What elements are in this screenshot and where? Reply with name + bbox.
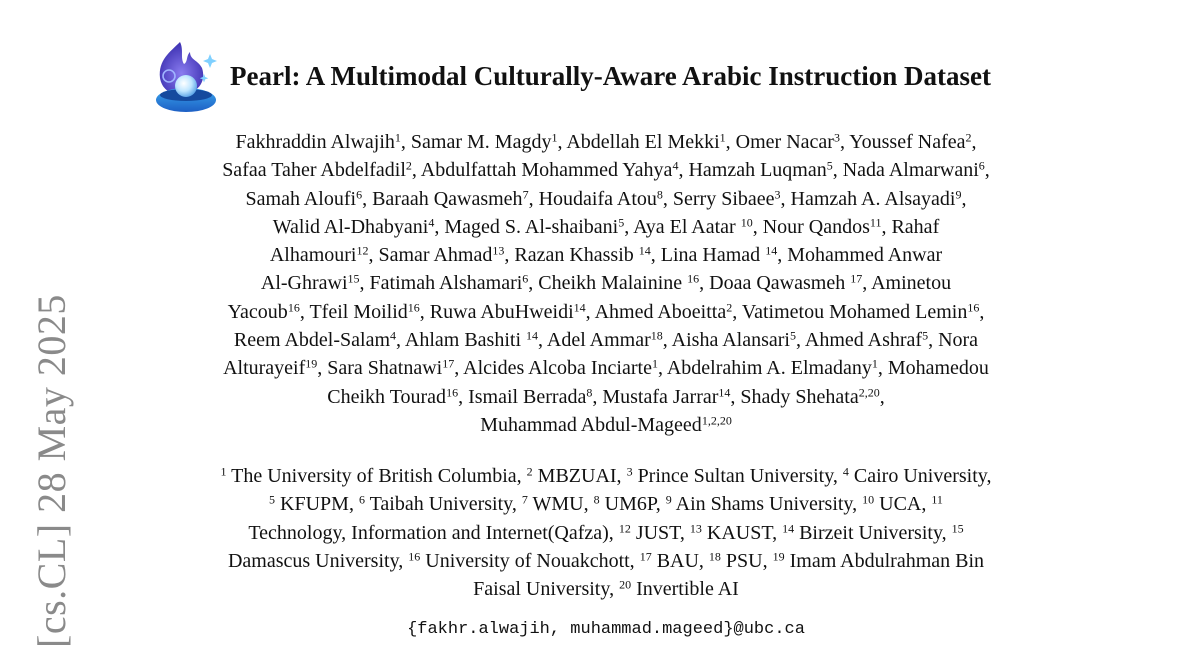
author-name: Alturayeif (223, 357, 306, 380)
affiliation-number: 1 (220, 464, 227, 479)
author-name: Fakhraddin Alwajih (235, 131, 395, 153)
affiliation-name: Invertible AI (631, 578, 739, 601)
affiliation-number: 9 (665, 492, 672, 507)
author-name: , Razan Khassib (504, 244, 639, 267)
affiliation-name: BAU, (651, 549, 709, 572)
affiliation-marker: 18 (650, 328, 663, 343)
affiliation-marker: 16 (446, 385, 459, 400)
author-name: , Doaa Qawasmeh (699, 272, 851, 295)
author-name: , (961, 187, 967, 210)
affiliation-number: 4 (842, 464, 849, 479)
affiliation-name: KFUPM, (275, 493, 359, 516)
author-name: Samah Aloufi (245, 187, 357, 210)
affiliation-marker: 16 (287, 300, 300, 315)
affiliation-marker: 5 (826, 158, 833, 173)
author-name: , Adel Ammar (538, 329, 651, 352)
author-name: , Hamzah Luqman (678, 159, 827, 182)
author-name: , Abdelrahim A. Elmadany (657, 357, 872, 380)
affiliation-marker: 5 (618, 215, 625, 230)
affiliation-name: KAUST, (701, 521, 783, 544)
affiliation-number: 11 (931, 492, 943, 507)
affiliation-number: 10 (862, 492, 875, 507)
author-name: , (984, 159, 990, 182)
author-name: Walid Al-Dhabyani (272, 215, 429, 238)
affiliation-number: 17 (639, 549, 652, 564)
author-line (145, 411, 1067, 439)
affiliation-marker: 11 (869, 215, 882, 230)
title-row (150, 36, 1060, 116)
affiliation-line (145, 575, 1067, 603)
affiliation-name: Taibah University, (364, 493, 522, 516)
affiliation-marker: 6 (522, 271, 529, 286)
author-name: , Aminetou (862, 272, 952, 295)
affiliation-marker: 6 (978, 158, 985, 173)
affiliation-name: Ain Shams University, (671, 493, 863, 516)
pearl-logo-icon (150, 38, 222, 114)
author-line (145, 326, 1067, 354)
affiliation-marker: 3 (833, 130, 840, 145)
affiliation-name: UCA, (874, 493, 932, 516)
author-name: , Tfeil Moilid (299, 300, 408, 323)
author-name: Reem Abdel-Salam (233, 329, 390, 352)
author-name: , Ismail Berrada (458, 385, 587, 408)
affiliation-number: 18 (708, 549, 721, 564)
affiliation-line (145, 547, 1067, 575)
author-line (145, 128, 1067, 156)
author-name: Muhammad Abdul-Mageed (480, 413, 702, 436)
affiliation-number: 15 (951, 521, 964, 535)
affiliation-marker: 4 (672, 158, 679, 173)
affiliation-marker: 5 (922, 328, 929, 343)
affiliation-marker: 2 (965, 130, 972, 145)
author-line (145, 383, 1067, 411)
author-name: , Nada Almarwani (832, 159, 979, 182)
author-name: , Mohamedou (877, 357, 989, 380)
affiliation-marker: 7 (522, 187, 529, 201)
affiliation-marker: 17 (850, 271, 863, 286)
author-name: , Ahlam Bashiti (396, 329, 526, 352)
affiliation-number: 6 (358, 492, 365, 507)
author-line (145, 269, 1067, 297)
paper-title: Pearl: A Multimodal Culturally-Aware Arabic Instruction Dataset (230, 60, 991, 91)
affiliation-list (145, 462, 1067, 603)
affiliation-marker: 4 (390, 328, 396, 343)
affiliation-marker: 2,20 (858, 385, 880, 400)
author-name: , Mustafa Jarrar (592, 385, 719, 408)
author-name: , (971, 131, 977, 153)
affiliation-name: Birzeit University, (794, 521, 952, 544)
affiliation-marker: 13 (492, 243, 505, 258)
affiliation-marker: 14 (526, 328, 538, 343)
affiliation-marker: 16 (407, 300, 420, 315)
affiliation-name: WMU, (527, 493, 594, 516)
affiliation-number: 16 (408, 549, 421, 564)
author-name: , Ahmed Aboeitta (585, 300, 727, 323)
author-name: , Samar Ahmad (368, 244, 493, 267)
contact-email: {fakhr.alwajih, muhammad.mageed}@ubc.ca (407, 620, 805, 639)
affiliation-marker: 1 (394, 130, 401, 145)
author-line (145, 241, 1067, 269)
affiliation-marker: 17 (442, 356, 455, 371)
affiliation-number: 19 (772, 549, 785, 564)
author-line (145, 213, 1067, 241)
author-name: , Mohammed Anwar (777, 244, 943, 267)
author-name: , Maged S. Al-shaibani (434, 215, 619, 238)
affiliation-number: 12 (618, 521, 631, 535)
author-name: , (879, 385, 885, 408)
affiliation-marker: 4 (428, 215, 435, 230)
affiliation-marker: 5 (789, 328, 796, 343)
author-name: , Fatimah Alshamari (359, 272, 523, 295)
author-name: , Hamzah A. Alsayadi (780, 187, 956, 210)
affiliation-name: Imam Abdulrahman Bin (784, 549, 985, 572)
affiliation-name: The University of British Columbia, (226, 465, 527, 487)
author-name: , Youssef Nafea (839, 131, 966, 153)
affiliation-name: PSU, (720, 549, 773, 572)
author-line (145, 185, 1067, 213)
author-name: , Aisha Alansari (662, 329, 790, 352)
author-name: Safaa Taher Abdelfadil (222, 159, 406, 182)
arxiv-stamp: [cs.CL] 28 May 2025 (29, 294, 74, 648)
affiliation-marker: 14 (765, 243, 778, 258)
affiliation-number: 14 (782, 521, 795, 535)
affiliation-marker: 1 (719, 130, 726, 145)
author-name: , Alcides Alcoba Inciarte (454, 357, 652, 380)
author-name: , Aya El Aatar (624, 215, 741, 238)
affiliation-marker: 2 (726, 300, 733, 315)
affiliation-name: JUST, (630, 521, 690, 544)
author-name: , Shady Shehata (730, 385, 859, 408)
affiliation-number: 7 (521, 492, 528, 507)
affiliation-marker: 14 (638, 243, 651, 258)
affiliation-line (145, 490, 1067, 518)
affiliation-name: University of Nouakchott, (420, 549, 640, 572)
affiliation-name: Prince Sultan University, (632, 465, 843, 487)
author-line (145, 354, 1067, 382)
affiliation-marker: 10 (740, 215, 753, 230)
author-name: , Ruwa AbuHweidi (419, 300, 574, 323)
affiliation-number: 5 (269, 492, 276, 507)
affiliation-number: 8 (593, 492, 600, 507)
author-name: , Nora (928, 329, 979, 352)
affiliation-marker: 8 (586, 385, 593, 400)
author-name: , Lina Hamad (650, 244, 766, 267)
affiliation-name: MBZUAI, (532, 465, 627, 487)
author-name: Cheikh Tourad (327, 385, 447, 408)
affiliation-name: UM6P, (599, 493, 666, 516)
author-name: , Abdulfattah Mohammed Yahya (411, 159, 673, 182)
author-name: , Vatimetou Mohamed Lemin (732, 300, 968, 323)
affiliation-marker: 9 (955, 187, 962, 201)
affiliation-marker: 16 (687, 271, 700, 286)
affiliation-marker: 14 (573, 300, 586, 315)
affiliation-marker: 15 (347, 271, 360, 286)
affiliation-marker: 1,2,20 (701, 413, 732, 428)
author-name: , Abdellah El Mekki (557, 131, 720, 153)
author-name: , Nour Qandos (752, 215, 870, 238)
affiliation-marker: 16 (967, 300, 980, 315)
affiliation-marker: 8 (656, 187, 663, 201)
affiliation-marker: 1 (551, 130, 558, 145)
affiliation-name: Damascus University, (227, 549, 409, 572)
author-name: , Samar M. Magdy (400, 131, 552, 153)
author-list (145, 128, 1067, 439)
affiliation-marker: 19 (305, 356, 318, 371)
author-name: , Serry Sibaee (662, 187, 775, 210)
author-name: , Cheikh Malainine (528, 272, 688, 295)
author-name: , Omer Nacar (725, 131, 834, 153)
author-name: Yacoub (227, 300, 288, 323)
affiliation-marker: 1 (871, 356, 878, 371)
author-name: Al-Ghrawi (260, 272, 348, 295)
affiliation-number: 20 (619, 577, 632, 592)
affiliation-number: 3 (626, 464, 633, 479)
author-name: , Sara Shatnawi (317, 357, 443, 380)
affiliation-name: Technology, Information and Internet(Qafza), (248, 521, 619, 544)
author-name: , Houdaifa Atou (528, 187, 657, 210)
affiliation-marker: 6 (356, 187, 363, 201)
author-name: , (979, 300, 985, 323)
author-line (145, 156, 1067, 184)
affiliation-marker: 12 (356, 243, 369, 258)
affiliation-marker: 2 (405, 158, 412, 173)
author-name: Alhamouri (269, 244, 357, 267)
affiliation-marker: 3 (774, 187, 781, 201)
affiliation-name: Faisal University, (473, 578, 620, 601)
affiliation-name: Cairo University, (848, 465, 992, 487)
affiliation-marker: 14 (718, 385, 731, 400)
affiliation-number: 2 (526, 464, 533, 479)
affiliation-line (145, 519, 1067, 547)
author-name: , Ahmed Ashraf (795, 329, 923, 352)
author-name: , Rahaf (881, 215, 940, 238)
author-line (145, 298, 1067, 326)
author-name: , Baraah Qawasmeh (362, 187, 523, 210)
affiliation-line (145, 462, 1067, 490)
affiliation-marker: 1 (651, 356, 658, 371)
affiliation-number: 13 (689, 521, 702, 535)
